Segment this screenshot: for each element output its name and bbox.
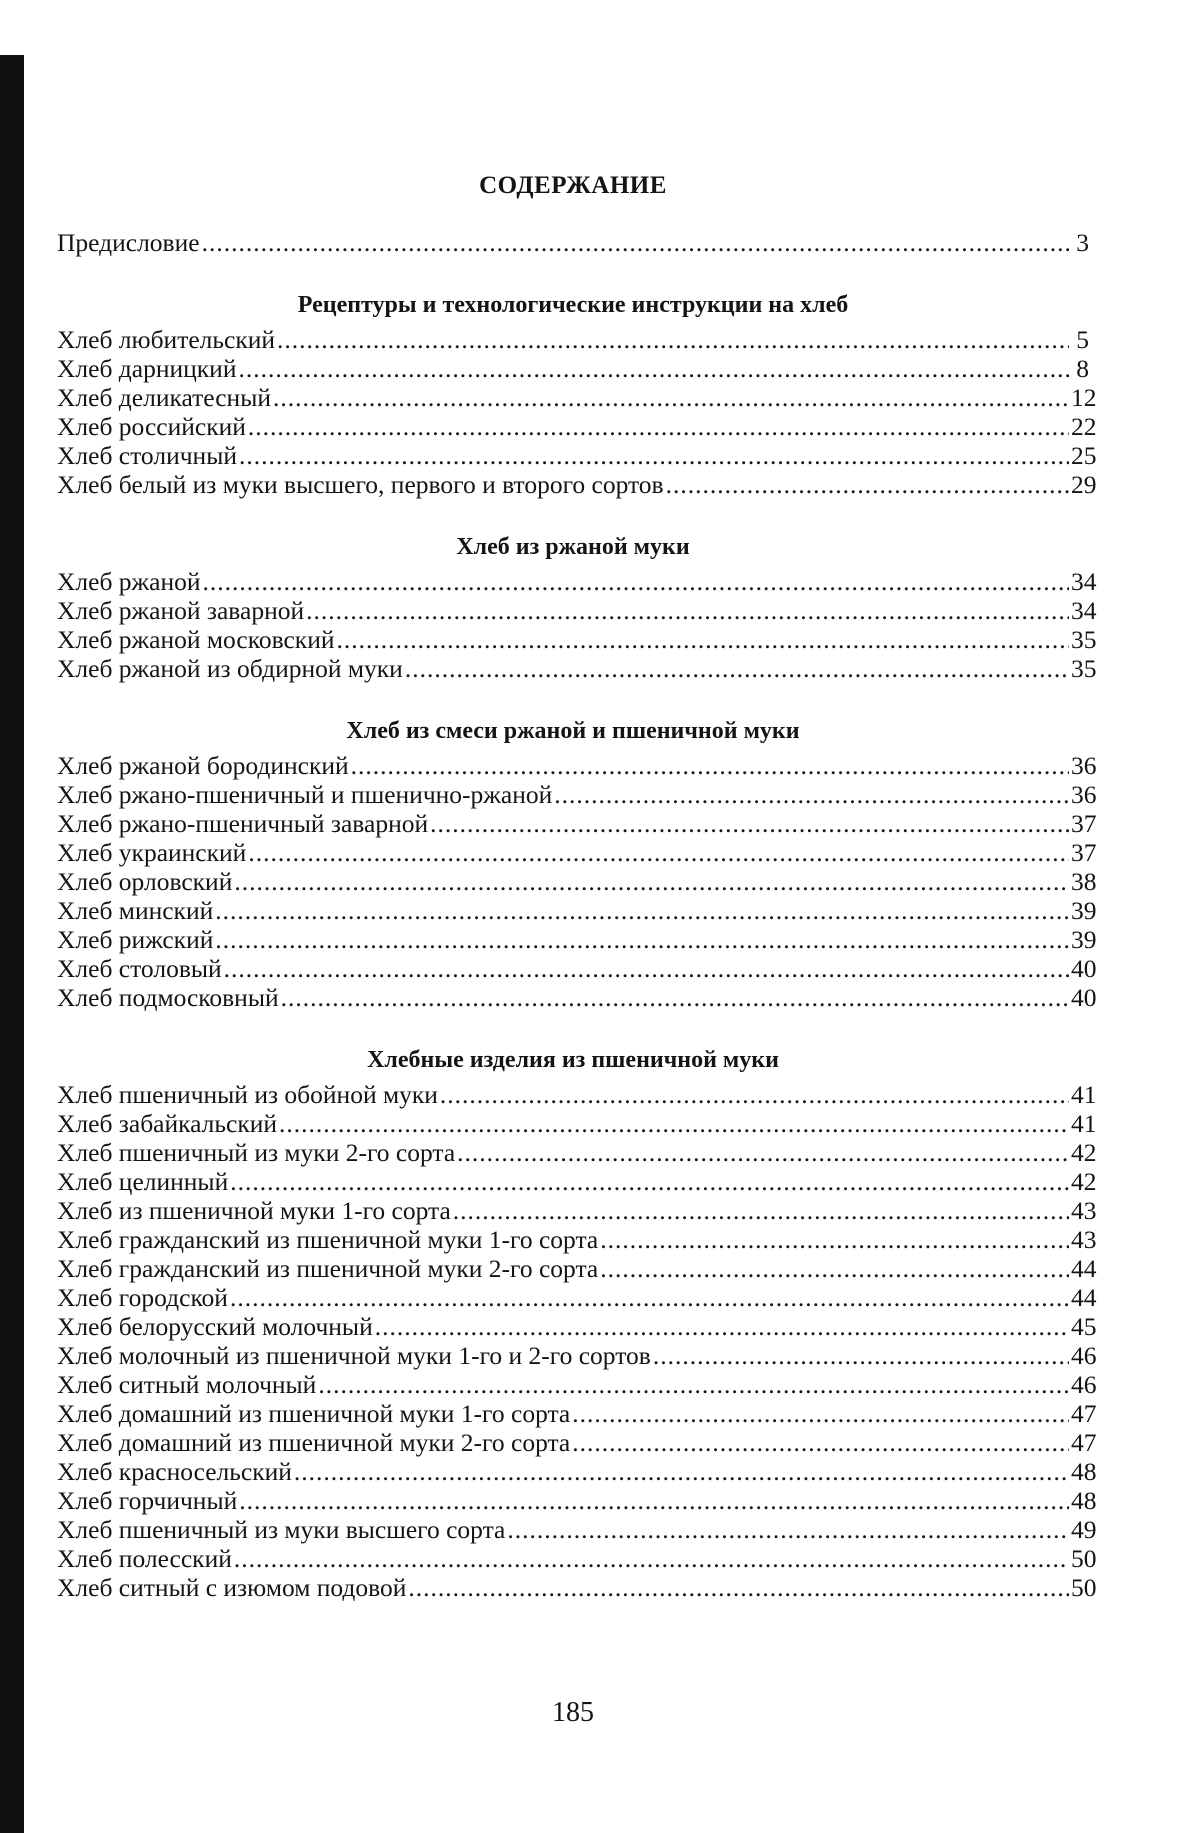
dot-leader bbox=[507, 1515, 1069, 1544]
dot-leader bbox=[375, 1312, 1069, 1341]
toc-entry-label: Хлеб ржаной из обдирной муки bbox=[57, 654, 403, 683]
dot-leader bbox=[238, 354, 1069, 383]
dot-leader bbox=[653, 1341, 1069, 1370]
toc-entry-page: 50 bbox=[1071, 1573, 1097, 1602]
toc-entry-label: Хлеб из пшеничной муки 1-го сорта bbox=[57, 1196, 451, 1225]
toc-entry[interactable] bbox=[57, 567, 1097, 596]
toc-entry-page: 46 bbox=[1071, 1370, 1097, 1399]
dot-leader bbox=[279, 1109, 1069, 1138]
dot-leader bbox=[224, 954, 1069, 983]
dot-leader bbox=[230, 1283, 1069, 1312]
toc-entry-label: Хлеб белорусский молочный bbox=[57, 1312, 373, 1341]
toc-entry[interactable] bbox=[57, 1544, 1097, 1573]
section-gap bbox=[57, 499, 1089, 527]
toc-entry-page: 50 bbox=[1071, 1544, 1097, 1573]
toc-entry-label: Хлеб столичный bbox=[57, 441, 237, 470]
section-heading: Хлебные изделия из пшеничной муки bbox=[367, 1047, 779, 1073]
toc-entry-page: 46 bbox=[1071, 1341, 1097, 1370]
toc-entry-label: Хлеб подмосковный bbox=[57, 983, 279, 1012]
dot-leader bbox=[554, 780, 1069, 809]
toc-entry[interactable] bbox=[57, 1109, 1097, 1138]
toc-entry-preface[interactable] bbox=[57, 228, 1089, 257]
dot-leader bbox=[430, 809, 1069, 838]
toc-entry-page: 43 bbox=[1071, 1225, 1097, 1254]
toc-entry-label: Хлеб белый из муки высшего, первого и второго сортов bbox=[57, 470, 664, 499]
toc-entry-label: Хлеб домашний из пшеничной муки 2-го сорта bbox=[57, 1428, 571, 1457]
dot-leader bbox=[294, 1457, 1069, 1486]
toc-entry-label: Хлеб орловский bbox=[57, 867, 233, 896]
toc-entry[interactable] bbox=[57, 1312, 1097, 1341]
toc-section bbox=[57, 683, 1097, 1012]
toc-entry-page: 37 bbox=[1071, 838, 1097, 867]
dot-leader bbox=[600, 1225, 1069, 1254]
section-heading: Хлеб из ржаной муки bbox=[456, 534, 690, 560]
toc-entry-page: 49 bbox=[1071, 1515, 1097, 1544]
toc-entry-page: 22 bbox=[1071, 412, 1097, 441]
toc-entry-label: Хлеб ржано-пшеничный заварной bbox=[57, 809, 429, 838]
toc-entry-page: 44 bbox=[1071, 1283, 1097, 1312]
dot-leader bbox=[408, 1573, 1069, 1602]
toc-entry-page: 5 bbox=[1076, 325, 1089, 354]
toc-entry-page: 47 bbox=[1071, 1428, 1097, 1457]
toc-entry[interactable] bbox=[57, 896, 1097, 925]
toc-entry-label: Хлеб деликатесный bbox=[57, 383, 271, 412]
dot-leader bbox=[457, 1138, 1069, 1167]
toc-entry-page: 12 bbox=[1071, 383, 1097, 412]
document-page bbox=[57, 0, 1097, 1833]
dot-leader bbox=[572, 1399, 1069, 1428]
dot-leader bbox=[273, 383, 1069, 412]
toc-entry-label: Хлеб пшеничный из муки 2-го сорта bbox=[57, 1138, 456, 1167]
toc-entry[interactable] bbox=[57, 1457, 1097, 1486]
toc-entry-page: 39 bbox=[1071, 925, 1097, 954]
toc-entry-page: 41 bbox=[1071, 1109, 1097, 1138]
table-of-contents bbox=[57, 228, 1097, 1602]
toc-entry[interactable] bbox=[57, 1399, 1097, 1428]
toc-entry-page: 44 bbox=[1071, 1254, 1097, 1283]
dot-leader bbox=[453, 1196, 1069, 1225]
dot-leader bbox=[351, 751, 1069, 780]
dot-leader bbox=[572, 1428, 1069, 1457]
toc-entry-page: 43 bbox=[1071, 1196, 1097, 1225]
toc-entry[interactable] bbox=[57, 1428, 1097, 1457]
section-heading: Хлеб из смеси ржаной и пшеничной муки bbox=[346, 718, 800, 744]
toc-entry-label: Хлеб ржаной бородинский bbox=[57, 751, 349, 780]
toc-entry-label: Хлеб дарницкий bbox=[57, 354, 237, 383]
toc-entry-page: 40 bbox=[1071, 983, 1097, 1012]
dot-leader bbox=[600, 1254, 1069, 1283]
toc-entry-label: Хлеб российский bbox=[57, 412, 246, 441]
toc-entry[interactable] bbox=[57, 1486, 1097, 1515]
toc-entry[interactable] bbox=[57, 751, 1097, 780]
dot-leader bbox=[337, 625, 1070, 654]
toc-entry-page: 40 bbox=[1071, 954, 1097, 983]
toc-entry-page: 35 bbox=[1071, 625, 1097, 654]
dot-leader bbox=[277, 325, 1069, 354]
toc-entry-page: 25 bbox=[1071, 441, 1097, 470]
toc-entry[interactable] bbox=[57, 1573, 1097, 1602]
toc-sections bbox=[57, 257, 1097, 1602]
dot-leader bbox=[239, 1486, 1069, 1515]
toc-entry[interactable] bbox=[57, 596, 1097, 625]
toc-entry[interactable] bbox=[57, 1138, 1097, 1167]
toc-entry-page: 47 bbox=[1071, 1399, 1097, 1428]
dot-leader bbox=[215, 896, 1069, 925]
toc-entry-label: Хлеб целинный bbox=[57, 1167, 229, 1196]
toc-entry-page: 3 bbox=[1076, 228, 1089, 257]
toc-entry[interactable] bbox=[57, 1515, 1097, 1544]
toc-section bbox=[57, 499, 1097, 683]
toc-entry[interactable] bbox=[57, 654, 1097, 683]
toc-entry-label: Хлеб горчичный bbox=[57, 1486, 238, 1515]
toc-entry[interactable] bbox=[57, 1254, 1097, 1283]
dot-leader bbox=[239, 441, 1069, 470]
toc-entry-label: Хлеб столовый bbox=[57, 954, 222, 983]
toc-entry-page: 38 bbox=[1071, 867, 1097, 896]
dot-leader bbox=[405, 654, 1069, 683]
page-title: СОДЕРЖАНИЕ bbox=[479, 172, 667, 199]
toc-entry-label: Хлеб гражданский из пшеничной муки 1-го сорта bbox=[57, 1225, 599, 1254]
toc-entry[interactable] bbox=[57, 1167, 1097, 1196]
toc-entry-page: 37 bbox=[1071, 809, 1097, 838]
toc-entry[interactable] bbox=[57, 1283, 1097, 1312]
dot-leader bbox=[281, 983, 1069, 1012]
toc-entry[interactable] bbox=[57, 867, 1097, 896]
toc-entry-label: Хлеб ржаной bbox=[57, 567, 201, 596]
toc-entry-page: 48 bbox=[1071, 1457, 1097, 1486]
toc-entry-label: Хлеб ситный с изюмом подовой bbox=[57, 1573, 407, 1602]
toc-entry-page: 42 bbox=[1071, 1167, 1097, 1196]
toc-entry-label: Хлеб пшеничный из обойной муки bbox=[57, 1080, 438, 1109]
toc-entry-page: 36 bbox=[1071, 751, 1097, 780]
dot-leader bbox=[440, 1080, 1069, 1109]
toc-entry[interactable] bbox=[57, 354, 1089, 383]
toc-entry-page: 8 bbox=[1076, 354, 1089, 383]
toc-entry[interactable] bbox=[57, 1225, 1097, 1254]
toc-entry[interactable] bbox=[57, 1080, 1097, 1109]
page-number: 185 bbox=[552, 1697, 594, 1728]
dot-leader bbox=[215, 925, 1069, 954]
toc-entry[interactable] bbox=[57, 325, 1089, 354]
toc-entry-page: 29 bbox=[1071, 470, 1097, 499]
toc-entry-page: 41 bbox=[1071, 1080, 1097, 1109]
toc-entry-label: Хлеб пшеничный из муки высшего сорта bbox=[57, 1515, 506, 1544]
toc-entry[interactable] bbox=[57, 1370, 1097, 1399]
section-gap bbox=[57, 1012, 1089, 1040]
toc-entry-label: Хлеб рижский bbox=[57, 925, 214, 954]
toc-section bbox=[57, 1012, 1097, 1602]
section-gap bbox=[57, 683, 1089, 711]
toc-entry-label: Хлеб ржаной заварной bbox=[57, 596, 305, 625]
toc-entry[interactable] bbox=[57, 983, 1097, 1012]
toc-entry-page: 34 bbox=[1071, 567, 1097, 596]
toc-entry-label: Хлеб ситный молочный bbox=[57, 1370, 317, 1399]
toc-entry-label: Хлеб красносельский bbox=[57, 1457, 292, 1486]
toc-entry[interactable] bbox=[57, 954, 1097, 983]
toc-entry[interactable] bbox=[57, 441, 1097, 470]
toc-entry[interactable] bbox=[57, 625, 1097, 654]
toc-entry-page: 36 bbox=[1071, 780, 1097, 809]
toc-entry-label: Хлеб молочный из пшеничной муки 1-го и 2-го сортов bbox=[57, 1341, 651, 1370]
toc-entry-label: Хлеб полесский bbox=[57, 1544, 232, 1573]
toc-entry[interactable] bbox=[57, 383, 1097, 412]
toc-entry-page: 42 bbox=[1071, 1138, 1097, 1167]
dot-leader bbox=[318, 1370, 1069, 1399]
dot-leader bbox=[203, 567, 1069, 596]
dot-leader bbox=[230, 1167, 1069, 1196]
toc-entry-label: Хлеб городской bbox=[57, 1283, 228, 1312]
toc-entry-page: 45 bbox=[1071, 1312, 1097, 1341]
toc-entry-label: Хлеб забайкальский bbox=[57, 1109, 278, 1138]
toc-entry-page: 48 bbox=[1071, 1486, 1097, 1515]
toc-entry[interactable] bbox=[57, 1196, 1097, 1225]
dot-leader bbox=[248, 412, 1069, 441]
dot-leader bbox=[306, 596, 1069, 625]
toc-entry-page: 34 bbox=[1071, 596, 1097, 625]
toc-section bbox=[57, 257, 1097, 499]
dot-leader bbox=[248, 838, 1069, 867]
section-gap bbox=[57, 257, 1089, 285]
toc-entry-label: Хлеб минский bbox=[57, 896, 214, 925]
toc-entry[interactable] bbox=[57, 1341, 1097, 1370]
dot-leader bbox=[234, 867, 1069, 896]
dot-leader bbox=[234, 1544, 1069, 1573]
toc-entry-page: 39 bbox=[1071, 896, 1097, 925]
toc-entry-label: Хлеб любительский bbox=[57, 325, 276, 354]
toc-entry[interactable] bbox=[57, 470, 1097, 499]
dot-leader bbox=[202, 228, 1069, 257]
toc-entry[interactable] bbox=[57, 925, 1097, 954]
scan-edge-shadow bbox=[0, 55, 24, 1833]
toc-entry[interactable] bbox=[57, 809, 1097, 838]
toc-entry[interactable] bbox=[57, 780, 1097, 809]
toc-entry-label: Хлеб украинский bbox=[57, 838, 247, 867]
toc-entry[interactable] bbox=[57, 412, 1097, 441]
section-heading: Рецептуры и технологические инструкции на хлеб bbox=[297, 292, 849, 318]
toc-entry-page: 35 bbox=[1071, 654, 1097, 683]
toc-entry-label: Хлеб гражданский из пшеничной муки 2-го сорта bbox=[57, 1254, 599, 1283]
toc-entry-label: Хлеб ржано-пшеничный и пшенично-ржаной bbox=[57, 780, 553, 809]
toc-entry[interactable] bbox=[57, 838, 1097, 867]
toc-entry-label: Предисловие bbox=[57, 228, 200, 257]
toc-entry-label: Хлеб домашний из пшеничной муки 1-го сорта bbox=[57, 1399, 571, 1428]
dot-leader bbox=[666, 470, 1069, 499]
toc-entry-label: Хлеб ржаной московский bbox=[57, 625, 335, 654]
